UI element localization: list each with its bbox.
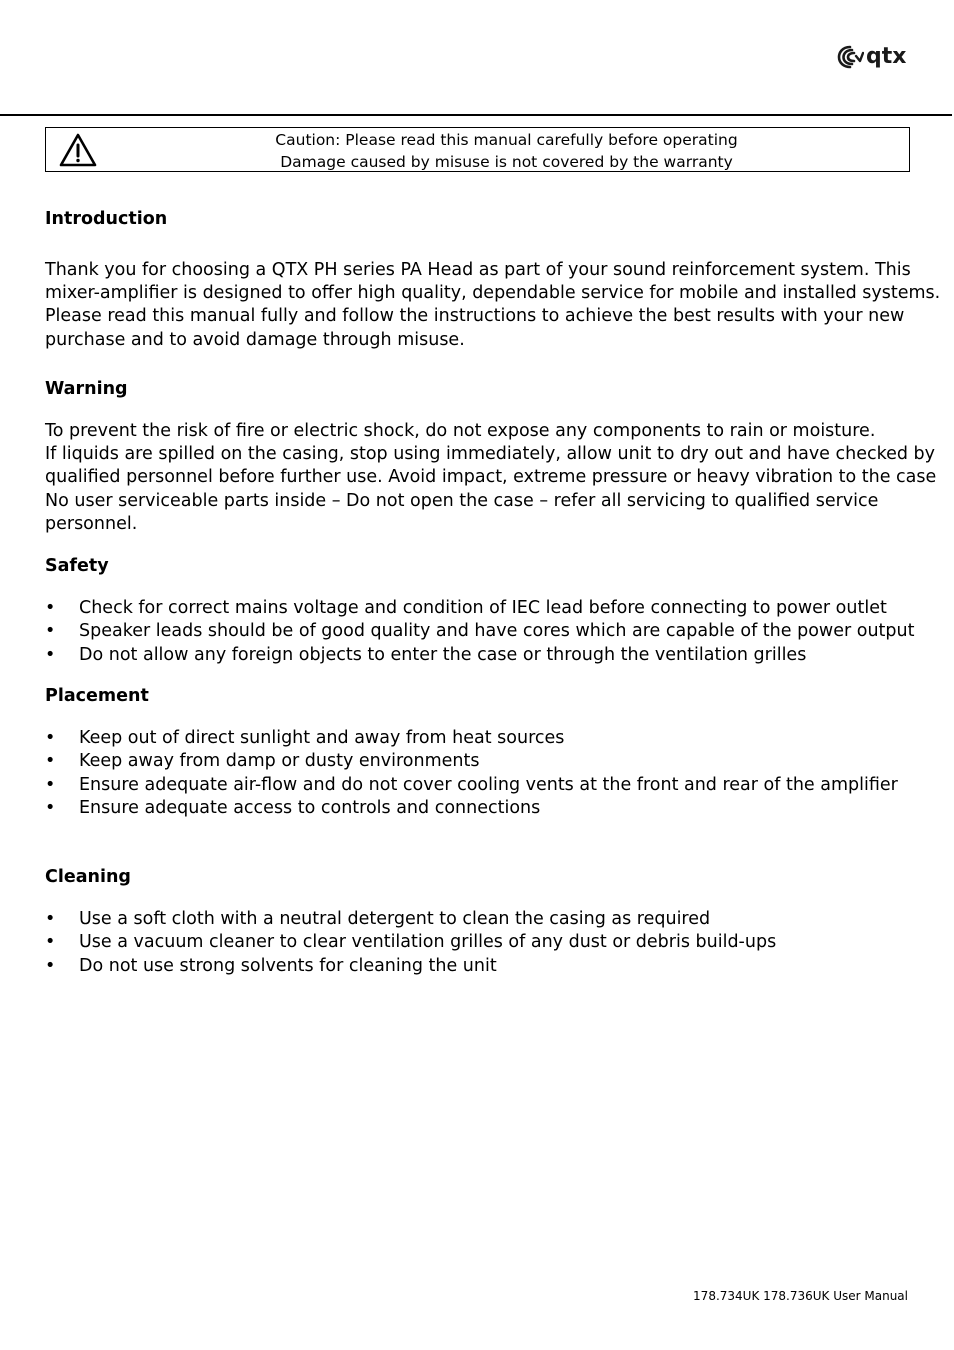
list-item-text: Ensure adequate access to controls and connections	[79, 797, 541, 818]
safety-heading: Safety	[45, 556, 109, 576]
paragraph-line: To prevent the risk of fire or electric shock, do not expose any components to rain or moisture.	[45, 421, 876, 441]
header-divider	[0, 114, 952, 116]
logo-text: qtx	[866, 44, 907, 69]
paragraph-line: Thank you for choosing a QTX PH series PA Head as part of your sound reinforcement system. This	[45, 260, 911, 280]
bullet-icon: •	[45, 932, 56, 953]
bullet-icon: •	[45, 774, 56, 795]
paragraph-line: purchase and to avoid damage through misuse.	[45, 329, 465, 350]
list-item	[45, 644, 914, 667]
bullet-icon: •	[45, 621, 56, 642]
paragraph-line: mixer-amplifier is designed to offer high quality, dependable service for mobile and installed systems.	[45, 283, 941, 304]
cleaning-heading: Cleaning	[45, 867, 131, 887]
qtx-wave-icon	[836, 44, 864, 70]
paragraph-line: personnel.	[45, 513, 138, 534]
placement-list	[45, 727, 898, 820]
list-item	[45, 908, 776, 931]
brand-logo	[836, 42, 906, 72]
caution-text	[46, 129, 909, 173]
paragraph-line: Please read this manual fully and follow the instructions to achieve the best results with your new	[45, 306, 905, 327]
caution-line: Caution: Please read this manual carefully before operating	[275, 131, 738, 149]
list-item-text: Do not use strong solvents for cleaning the unit	[79, 955, 497, 976]
bullet-icon: •	[45, 955, 56, 976]
page-footer: 178.734UK 178.736UK User Manual	[693, 1289, 908, 1303]
list-item-text: Ensure adequate air-flow and do not cover cooling vents at the front and rear of the amplifier	[79, 774, 898, 795]
list-item-text: Check for correct mains voltage and condition of IEC lead before connecting to power outlet	[79, 598, 887, 618]
list-item-text: Keep away from damp or dusty environments	[79, 751, 480, 772]
list-item	[45, 750, 898, 773]
introduction-paragraph	[45, 259, 941, 352]
placement-heading: Placement	[45, 686, 149, 706]
caution-line: Damage caused by misuse is not covered by the warranty	[280, 153, 733, 171]
introduction-heading: Introduction	[45, 209, 168, 229]
list-item	[45, 955, 776, 978]
safety-list	[45, 597, 914, 667]
bullet-icon: •	[45, 751, 56, 772]
list-item	[45, 797, 898, 820]
bullet-icon: •	[45, 909, 56, 929]
list-item-text: Use a soft cloth with a neutral detergent to clean the casing as required	[79, 909, 711, 929]
list-item	[45, 727, 898, 750]
warning-heading: Warning	[45, 379, 128, 399]
paragraph-line: No user serviceable parts inside – Do not open the case – refer all servicing to qualified service	[45, 490, 879, 511]
list-item-text: Use a vacuum cleaner to clear ventilation grilles of any dust or debris build-ups	[79, 932, 777, 953]
list-item	[45, 774, 898, 797]
paragraph-line: If liquids are spilled on the casing, stop using immediately, allow unit to dry out and have checked by	[45, 444, 936, 465]
cleaning-list	[45, 908, 776, 978]
bullet-icon: •	[45, 728, 56, 748]
bullet-icon: •	[45, 644, 56, 665]
bullet-icon: •	[45, 598, 56, 618]
list-item	[45, 597, 914, 620]
list-item-text: Keep out of direct sunlight and away from heat sources	[79, 728, 565, 748]
list-item	[45, 620, 914, 643]
caution-notice	[45, 127, 910, 172]
list-item-text: Speaker leads should be of good quality and have cores which are capable of the power output	[79, 621, 915, 642]
bullet-icon: •	[45, 797, 56, 818]
warning-paragraph	[45, 420, 937, 536]
list-item	[45, 931, 776, 954]
list-item-text: Do not allow any foreign objects to enter the case or through the ventilation grilles	[79, 644, 807, 665]
paragraph-line: qualified personnel before further use. Avoid impact, extreme pressure or heavy vibration to the case	[45, 467, 937, 488]
